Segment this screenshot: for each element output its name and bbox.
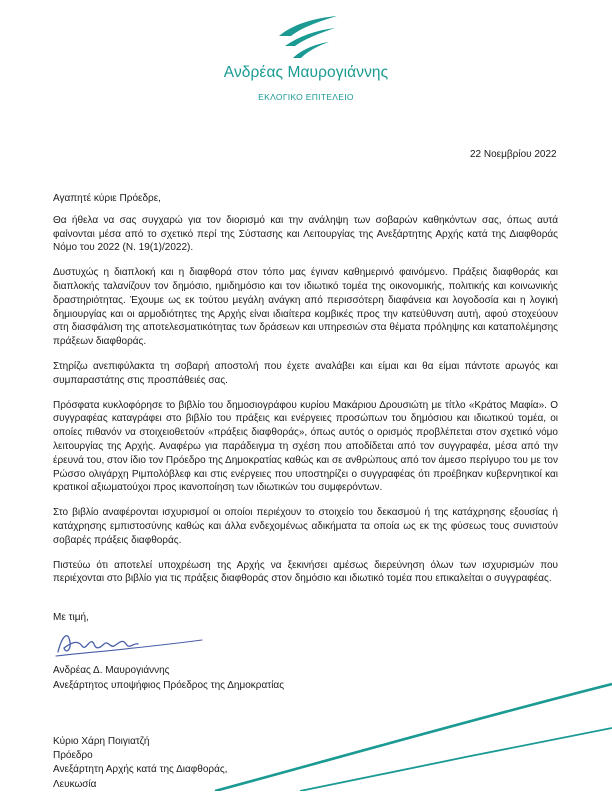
signer-title: Ανεξάρτητος υποψήφιος Πρόεδρος της Δημοκρατίας xyxy=(53,679,285,691)
recipient-line: Ανεξάρτητη Αρχής κατά της Διαφθοράς, xyxy=(53,764,228,776)
recipient-line: Κύριο Χάρη Ποιγιατζή xyxy=(53,736,150,747)
letter-body xyxy=(53,192,558,597)
signer-block xyxy=(53,664,284,693)
letter-paragraph: Δυστυχώς η διαπλοκή και η διαφθορά στον τόπο μας έγιναν καθημερινό φαινόμενο. Πράξεις διαφθοράς και διαπλοκής ταλανίζουν τον δημόσιο, ημιδημόσιο και τον ιδιωτικό τομέα της οικονομικής, πολιτικής και κοινωνικής δραστηριότητας. Έχουμε ως εκ τούτου μεγάλη ανάγκη από περισσότερη διαφάνεια και λογοδοσία και η λογική δημιουργίας και οι αρμοδιότητες της Αρχής είναι ιδιαίτερα κομβικές προς την κατεύθυνση αυτή, αφού στοχεύουν στη διασφάλιση της αποτελεσματικότητας των δράσεων και υπηρεσιών στα θέματα πρόληψης και καταπολέμησης πράξεων διαφθοράς. xyxy=(53,267,558,348)
campaign-office-subtitle: ΕΚΛΟΓΙΚΟ ΕΠΙΤΕΛΕΙΟ xyxy=(258,92,354,102)
recipient-line: Λευκωσία xyxy=(53,778,97,790)
signer-name: Ανδρέας Δ. Μαυρογιάννης xyxy=(53,665,170,676)
recipient-address xyxy=(53,735,227,792)
letter-closing: Με τιμή, xyxy=(53,612,89,623)
letter-paragraph: Στο βιβλίο αναφέρονται ισχυρισμοί οι οποίοι περιέχουν το στοιχείο του δεκασμού ή της κατάχρησης εξουσίας ή κατάχρησης εμπιστοσύνης καθώς και άλλα ενδεχομένως αδικήματα τα οποία ως εκ της φύσεως τους συνιστούν σοβαρές πράξεις διαφθοράς. xyxy=(53,507,558,546)
candidate-name-logo: Ανδρέας Μαυρογιάννης xyxy=(223,64,389,81)
letter-greeting: Αγαπητέ κύριε Πρόεδρε, xyxy=(53,193,161,204)
letter-paragraph: Στηρίζω ανεπιφύλακτα τη σοβαρή αποστολή που έχετε αναλάβει και είμαι και θα είμαι πάντοτε αρωγός και συμπαραστάτης στις προσπάθειές σας. xyxy=(53,360,558,386)
letter-date: 22 Νοεμβρίου 2022 xyxy=(470,149,557,160)
letterhead xyxy=(0,14,612,102)
letter-paragraph: Θα ήθελα να σας συγχαρώ για τον διορισμό και την ανάληψη των σοβαρών καθηκόντων σας, όπως αυτά φαίνονται μέσα από το σχετικό περί της Σύστασης και Λειτουργίας της Ανεξάρτητης Αρχής κατά της Διαφθοράς Νόμο του 2022 (Ν. 19(1)/2022). xyxy=(53,214,558,254)
letter-paragraph: Πρόσφατα κυκλοφόρησε το βιβλίο του δημοσιογράφου κυρίου Μακάριου Δρουσιώτη με τίτλο «Κράτος Μαφία». Ο συγγραφέας καταγράφει στο βιβλίο του πράξεις και ενέργειες προσώπων του δημόσιου και ιδιωτικού τομέα, οι οποίες πιθανόν να στοιχειοθετούν «πράξεις διαφθοράς», όπως αυτός ο ορισμός προβλέπεται στον σχετικό νόμο λειτουργίας της Αρχής. Αναφέρω για παράδειγμα τη σχέση που αποδίδεται από τον συγγραφέα, μέσα από την έρευνά του, στον ίδιο τον Πρόεδρο της Δημοκρατίας καθώς και σε ανθρώπους από τον άμεσο περίγυρο του με τον Ρώσσο ολιγάρχη Ριμπολόβλεφ και στις ενέργειες που υποστηρίζει ο συγγραφέας ότι προέβηκαν κυβερνητικοί και κρατικοί αξιωματούχοι προς ικανοποίηση των ιδιωτικών του συμφερόντων. xyxy=(53,399,558,494)
letter-paragraph: Πιστεύω ότι αποτελεί υποχρέωση της Αρχής να ξεκινήσει αμέσως διερεύνηση όλων των ισχυρισμών που περιέχονται στο βιβλίο για τις πράξεις διαφθοράς στον δημόσιο και ιδιωτικό τομέα που επικαλείται ο συγγραφέας. xyxy=(53,559,558,585)
recipient-line: Πρόεδρο xyxy=(53,750,93,762)
handwritten-signature xyxy=(52,622,212,664)
bird-swoosh-logo-icon xyxy=(271,14,341,60)
